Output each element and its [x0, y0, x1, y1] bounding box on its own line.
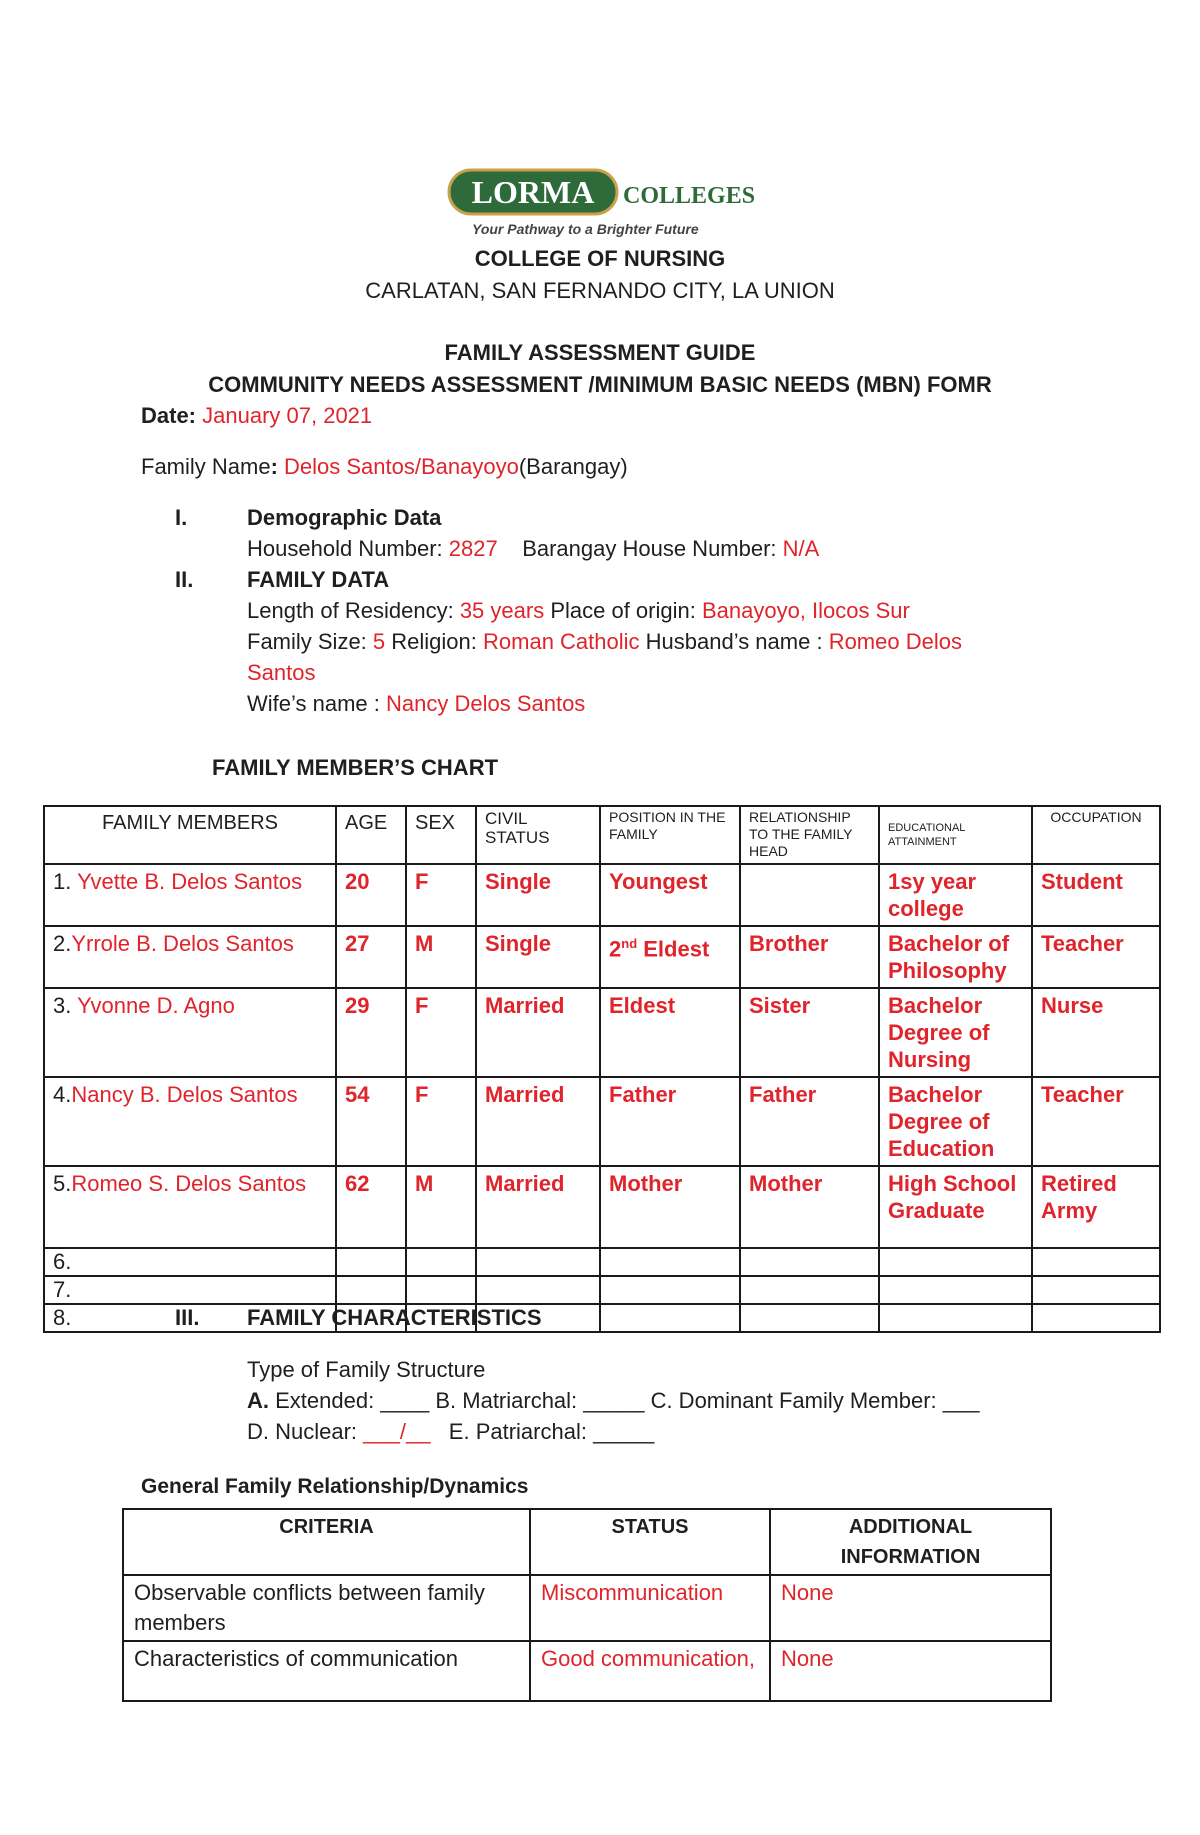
col-header-info: ADDITIONAL INFORMATION	[770, 1509, 1051, 1575]
col-header-members: FAMILY MEMBERS	[44, 806, 336, 864]
member-occupation: Student	[1032, 864, 1160, 926]
option-d-label: D. Nuclear:	[247, 1419, 364, 1444]
member-civil-status: Married	[476, 1166, 600, 1248]
member-position	[600, 1166, 740, 1248]
member-age: 27	[336, 926, 406, 988]
chart-title: FAMILY MEMBER’S CHART	[212, 755, 499, 780]
member-relationship: Father	[740, 1077, 879, 1166]
status-cell: Good communication,	[530, 1641, 770, 1701]
wife-line	[247, 691, 585, 717]
col-header-age: AGE	[336, 806, 406, 864]
member-sex: F	[406, 988, 476, 1077]
info-cell: None	[770, 1641, 1051, 1701]
member-number: 4.	[53, 1082, 72, 1107]
empty-row-number: 8.	[44, 1304, 336, 1332]
member-position	[600, 1077, 740, 1166]
member-name: Yrrole B. Delos Santos	[71, 931, 294, 956]
section3-numeral: III.	[175, 1305, 200, 1330]
wife-label: Wife’s name :	[247, 691, 386, 716]
college-address: CARLATAN, SAN FERNANDO CITY, LA UNION	[365, 278, 835, 303]
lorma-logo	[447, 168, 777, 240]
member-education: Bachelor of Philosophy	[879, 926, 1032, 988]
position-text: Mother	[609, 1171, 683, 1196]
family-member-table	[43, 805, 1161, 1333]
section2-title: FAMILY DATA	[247, 567, 390, 592]
criteria-cell: Characteristics of communication	[123, 1641, 530, 1701]
member-name-cell	[44, 1166, 336, 1248]
religion-value: Roman Catholic	[483, 629, 640, 654]
family-name-colon: :	[270, 454, 278, 479]
table-row-empty	[44, 1276, 1160, 1304]
family-name-suffix: (Barangay)	[518, 454, 628, 479]
member-number: 3.	[53, 993, 78, 1018]
member-relationship: Brother	[740, 926, 879, 988]
member-age: 20	[336, 864, 406, 926]
table-row	[44, 864, 1160, 926]
origin-label: Place of origin:	[544, 598, 702, 623]
member-name: Nancy B. Delos Santos	[71, 1082, 298, 1107]
household-line	[247, 536, 819, 562]
col-header-status: STATUS	[530, 1509, 770, 1575]
member-relationship: Mother	[740, 1166, 879, 1248]
logo-suffix: COLLEGES	[623, 183, 756, 209]
status-cell: Miscommunication	[530, 1575, 770, 1641]
table-row	[44, 926, 1160, 988]
table-row	[44, 1166, 1160, 1248]
position-rest: Eldest	[637, 936, 710, 962]
option-a-label: A.	[247, 1388, 269, 1413]
member-education: Bachelor Degree of Education	[879, 1077, 1032, 1166]
college-name: COLLEGE OF NURSING	[474, 246, 726, 271]
position-superscript: nd	[621, 936, 638, 951]
family-structure-options: Extended: ____ B. Matriarchal: _____ C. Dominant Family Member: ___	[269, 1388, 980, 1413]
position-text: 2	[609, 936, 622, 962]
member-position	[600, 988, 740, 1077]
table-row	[44, 988, 1160, 1077]
col-header-occupation: OCCUPATION	[1032, 806, 1160, 864]
size-line	[247, 629, 962, 655]
member-sex: F	[406, 1077, 476, 1166]
table-row	[123, 1575, 1051, 1641]
member-education: Bachelor Degree of Nursing	[879, 988, 1032, 1077]
empty-row-number: 7.	[44, 1276, 336, 1304]
member-name-cell	[44, 1077, 336, 1166]
dynamics-title: General Family Relationship/Dynamics	[141, 1475, 529, 1498]
date-label: Date:	[141, 403, 197, 428]
member-name-cell	[44, 988, 336, 1077]
logo-tagline: Your Pathway to a Brighter Future	[472, 221, 699, 237]
section1-numeral: I.	[175, 505, 188, 530]
member-civil-status: Married	[476, 1077, 600, 1166]
residency-label: Length of Residency:	[247, 598, 460, 623]
barangay-label: Barangay House Number:	[522, 536, 783, 561]
member-sex: M	[406, 1166, 476, 1248]
member-name: Yvonne D. Agno	[77, 993, 235, 1018]
section3-title: FAMILY CHARACTERISTICS	[247, 1305, 542, 1330]
religion-label: Religion:	[385, 629, 484, 654]
col-header-sex: SEX	[406, 806, 476, 864]
empty-row-number: 6.	[44, 1248, 336, 1276]
family-structure-label: Type of Family Structure	[247, 1357, 486, 1382]
member-position	[600, 864, 740, 926]
position-text: Eldest	[609, 993, 676, 1018]
member-number: 5.	[53, 1171, 72, 1196]
table-row-empty	[44, 1248, 1160, 1276]
residency-value: 35 years	[459, 598, 545, 623]
member-sex: F	[406, 864, 476, 926]
nuclear-check-mark: ___/__	[363, 1419, 431, 1444]
criteria-cell: Observable conflicts between family members	[123, 1575, 530, 1641]
form-subtitle: COMMUNITY NEEDS ASSESSMENT /MINIMUM BASIC NEEDS (MBN) FOMR	[208, 372, 992, 397]
option-e-label: E. Patriarchal: _____	[430, 1419, 655, 1444]
wife-value: Nancy Delos Santos	[385, 691, 586, 716]
member-number: 2.	[53, 931, 72, 956]
member-position	[600, 926, 740, 988]
info-cell: None	[770, 1575, 1051, 1641]
member-occupation: Teacher	[1032, 1077, 1160, 1166]
husband-value: Romeo Delos	[828, 629, 962, 654]
member-sex: M	[406, 926, 476, 988]
member-age: 29	[336, 988, 406, 1077]
family-name-value: Delos Santos/Banayoyo	[277, 454, 519, 479]
member-relationship	[740, 864, 879, 926]
logo-brand: LORMA	[471, 174, 595, 210]
col-header-criteria: CRITERIA	[123, 1509, 530, 1575]
member-civil-status: Married	[476, 988, 600, 1077]
position-text: Father	[609, 1082, 677, 1107]
section2-numeral: II.	[175, 567, 194, 592]
table-row	[123, 1641, 1051, 1701]
member-relationship: Sister	[740, 988, 879, 1077]
member-civil-status: Single	[476, 864, 600, 926]
date-value: January 07, 2021	[196, 403, 373, 428]
origin-value: Banayoyo, Ilocos Sur	[701, 598, 910, 623]
member-age: 54	[336, 1077, 406, 1166]
husband-label: Husband’s name :	[639, 629, 829, 654]
member-age: 62	[336, 1166, 406, 1248]
member-name: Romeo S. Delos Santos	[71, 1171, 307, 1196]
member-civil-status: Single	[476, 926, 600, 988]
household-label: Household Number:	[247, 536, 449, 561]
col-header-position: POSITION IN THE FAMILY	[600, 806, 740, 864]
member-name-cell	[44, 864, 336, 926]
col-header-education: EDUCATIONAL ATTAINMENT	[879, 806, 1032, 864]
member-occupation: Teacher	[1032, 926, 1160, 988]
member-number: 1.	[53, 869, 78, 894]
member-name-cell	[44, 926, 336, 988]
position-text: Youngest	[609, 869, 708, 894]
barangay-value: N/A	[782, 536, 820, 561]
col-header-civil: CIVIL STATUS	[476, 806, 600, 864]
member-education: High School Graduate	[879, 1166, 1032, 1248]
family-structure-line2	[247, 1419, 654, 1445]
size-value: 5	[372, 629, 386, 654]
husband-value-continued: Santos	[247, 660, 316, 685]
family-name-label: Family Name	[141, 454, 271, 479]
family-name-line	[141, 454, 628, 480]
size-label: Family Size:	[247, 629, 373, 654]
table-row-empty	[44, 1304, 1160, 1332]
member-name: Yvette B. Delos Santos	[77, 869, 303, 894]
form-title: FAMILY ASSESSMENT GUIDE	[444, 340, 756, 365]
date-line	[141, 403, 372, 429]
family-structure-line1	[247, 1388, 979, 1414]
dynamics-table	[122, 1508, 1052, 1702]
table-row	[44, 1077, 1160, 1166]
household-value: 2827	[448, 536, 498, 561]
residency-line	[247, 598, 910, 624]
col-header-relationship: RELATIONSHIP TO THE FAMILY HEAD	[740, 806, 879, 864]
section1-title: Demographic Data	[247, 505, 442, 530]
member-occupation: Retired Army	[1032, 1166, 1160, 1248]
member-education: 1sy year college	[879, 864, 1032, 926]
member-occupation: Nurse	[1032, 988, 1160, 1077]
